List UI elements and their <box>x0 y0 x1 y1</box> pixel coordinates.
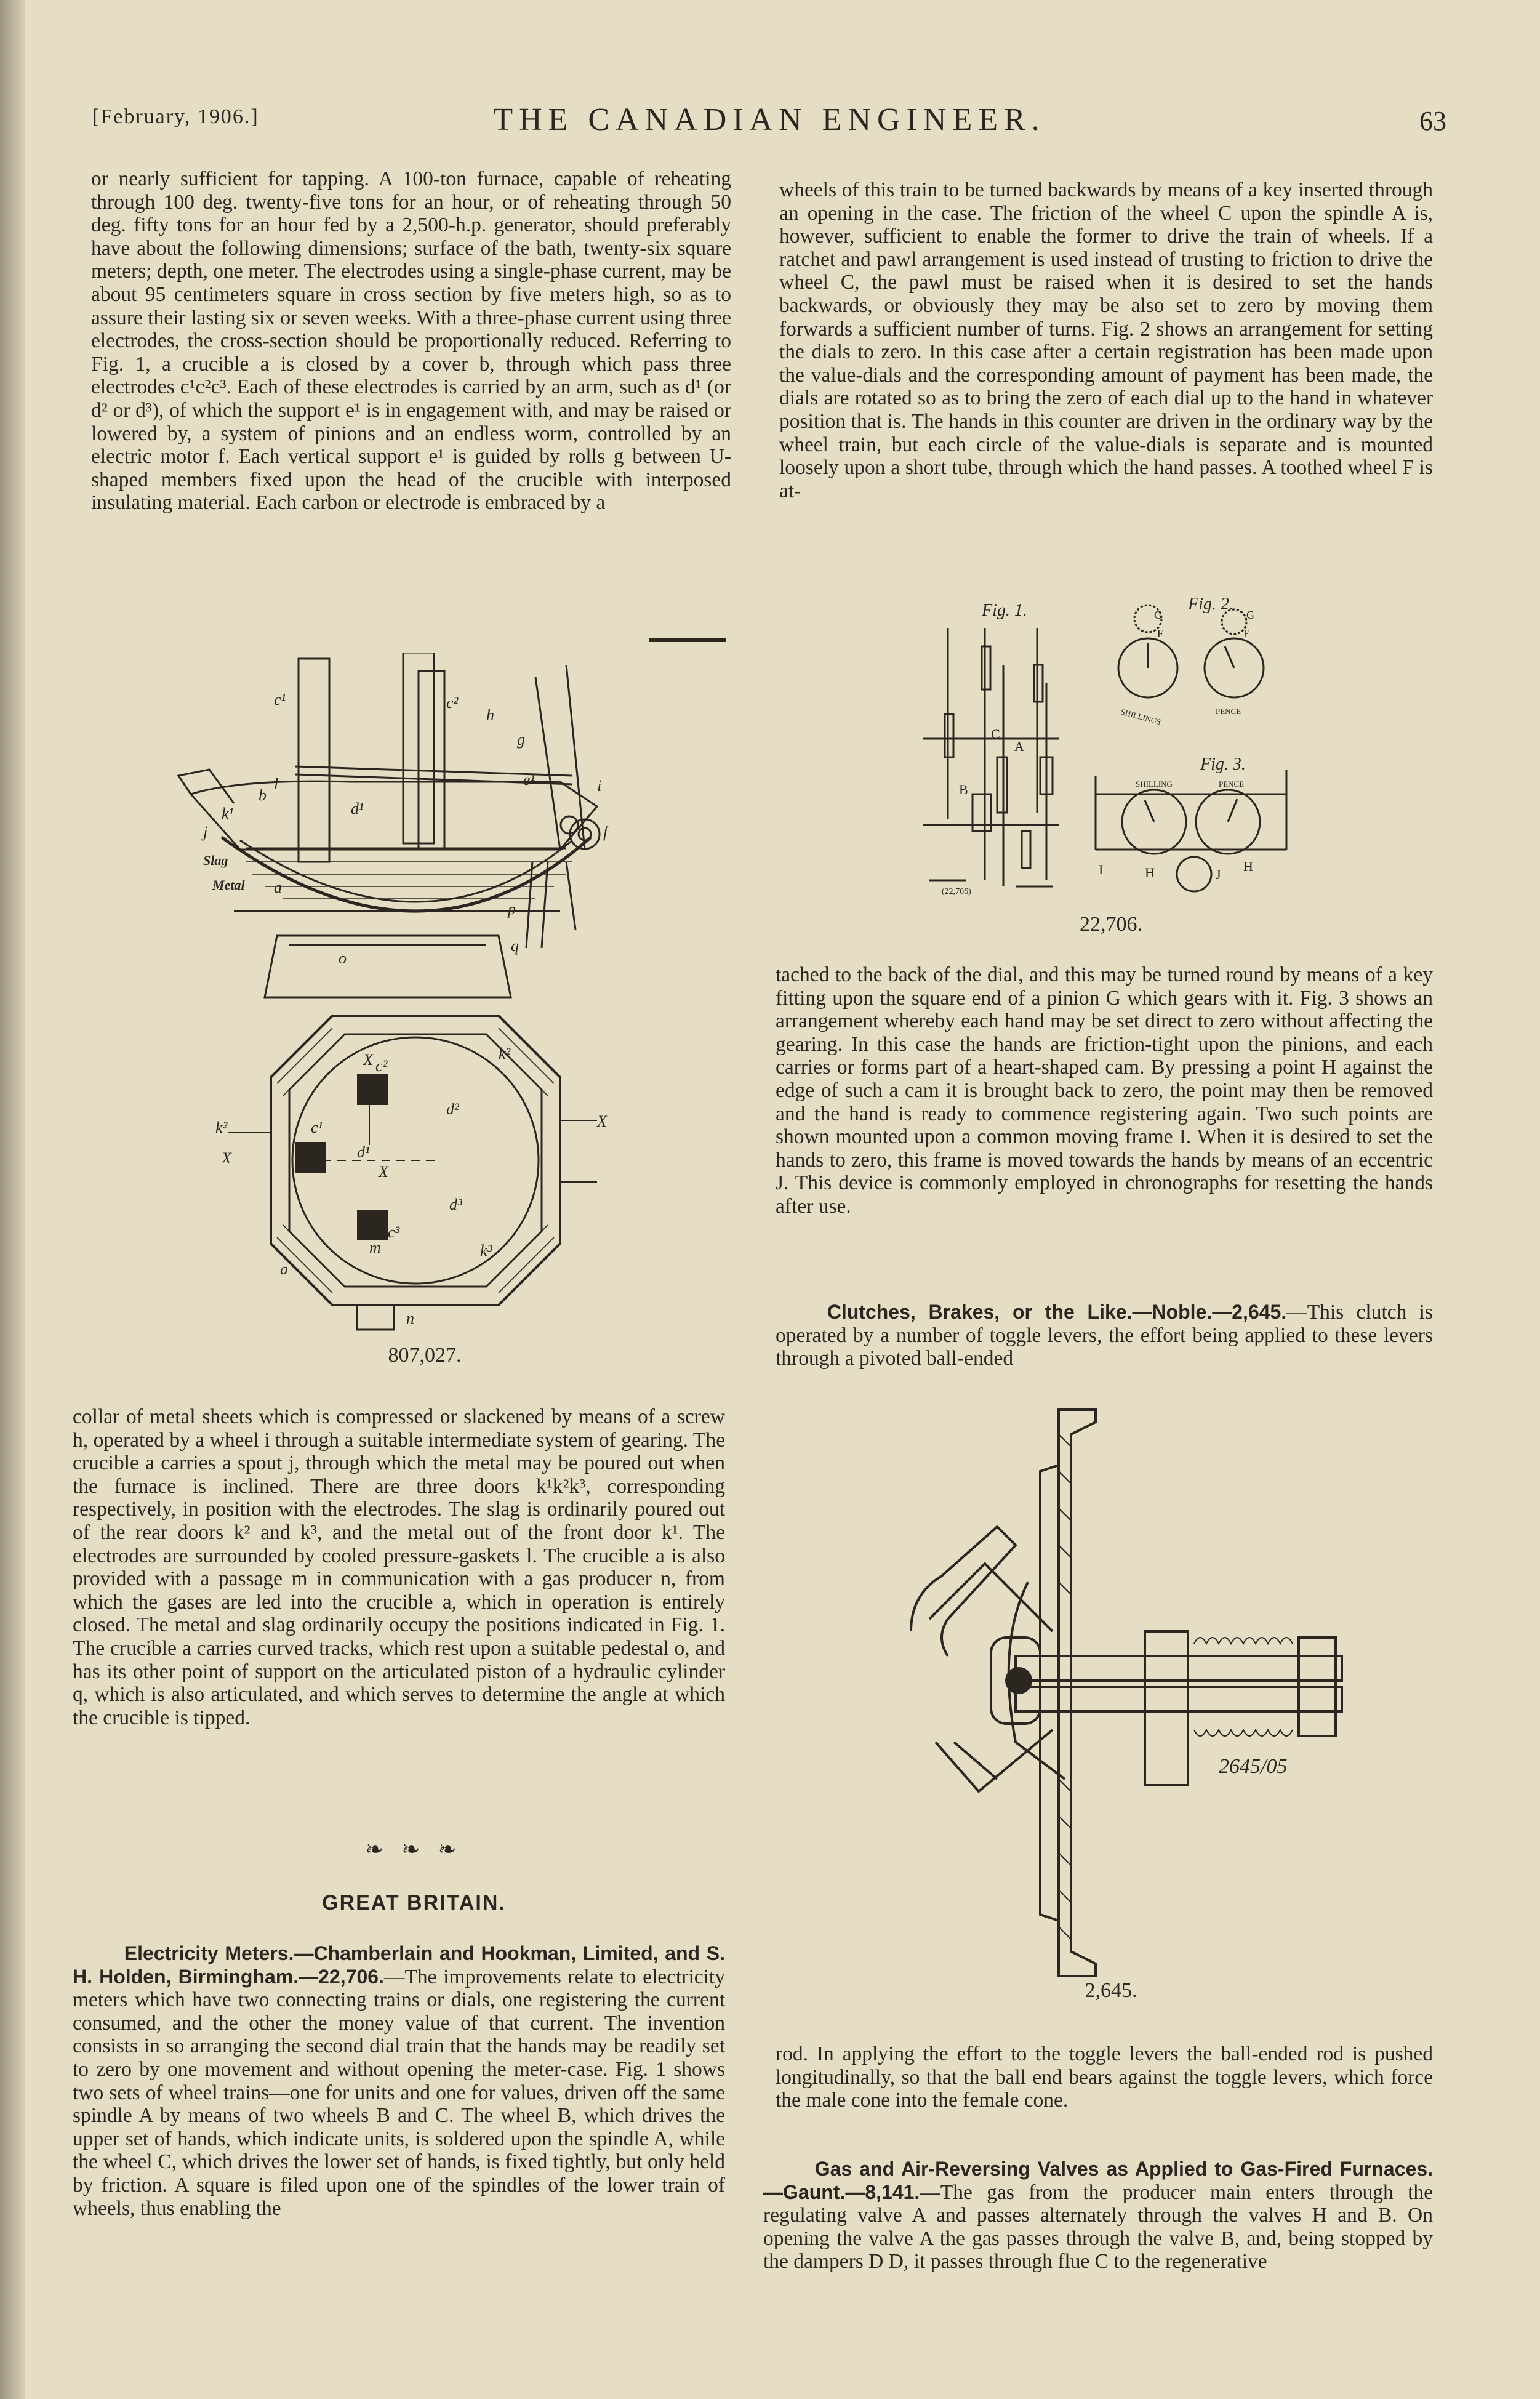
plan-label-x-mid: X <box>379 1163 388 1181</box>
plan-label-d3: d³ <box>449 1195 462 1213</box>
plan-label-x-left: X <box>222 1149 231 1167</box>
meter-code-label: (22,706) <box>942 887 971 896</box>
meter-text-top: wheels of this train to be turned backwards by means of a key inserted through an opening in the case. The friction of the wheel C upon the spindle A is, however, sufficient to enable the former to drive the train of wheels. If a ratchet and pawl arrangement is used instead of trusting to friction to drive the wheel C, the pawl must be raised when it is desired to set the hands backwards, or obviously they may be also set to zero by moving them forwards a sufficient number of turns. Fig. 2 shows an arrangement for setting the dials to zero. In this case after a certain registration has been made upon the value-dials and the corresponding amount of payment has been made, the dials are rotated so as to bring the zero of each dial up to the hand in whatever position that is. The hands in this counter are driven in the ordinary way by the wheel train, but each circle of the value-dials is separate and is mounted loosely upon a short tube, through which the hand passes. A toothed wheel F is at- <box>779 179 1433 502</box>
meter-label-i: I <box>1099 862 1104 877</box>
fig1-label-k1: k¹ <box>222 805 234 822</box>
clutch-title: Clutches, Brakes, or the Like.—Noble.—2,645. <box>827 1301 1287 1323</box>
plan-label-x-top: X <box>363 1051 373 1069</box>
plan-label-k2-top: k² <box>499 1045 511 1063</box>
meter-label-h2: H <box>1243 859 1253 874</box>
clutch-figure <box>874 1397 1366 1988</box>
furnace-figure-caption: 807,027. <box>388 1344 462 1367</box>
fig1-label-slag: Slag <box>203 853 228 868</box>
fig1-label-o: o <box>339 949 347 967</box>
furnace-text-bottom: collar of metal sheets which is compressed or slackened by means of a screw h, operated by a wheel i through a suitable intermediate system of gearing. The crucible a carries a spout j, through which the metal may be poured out when the furnace is inclined. There are three doors k¹k²k³, corresponding respectively, in position with the electrodes. The slag is ordinarily poured out of the rear doors k² and k³, and the metal out of the front door k¹. The electrodes are surrounded by cooled pressure-gaskets l. The crucible a is also provided with a passage m in communication with a gas producer n, from which the gases are led into the crucible a, which in operation is entirely closed. The metal and slag ordinarily occupy the positions indicated in Fig. 1. The crucible a carries curved tracks, which rest upon a suitable pedestal o, and has its other point of support on the articulated piston of a hydraulic cylinder q, which is also articulated, and which serves to determine the angle at which the crucible is tipped. <box>73 1405 725 1729</box>
plan-label-k-left: k² <box>215 1119 228 1136</box>
meter-figure <box>911 591 1311 917</box>
fig1-label-c2: c² <box>446 694 459 712</box>
electricity-meters-title: Electricity Meters.—Chamberlain and Hookman, Limited, and S. H. Holden, Birmingham.—22,706. <box>73 1942 725 1988</box>
fig1-label-metal: Metal <box>212 877 245 893</box>
gas-valves-title: Gas and Air-Reversing Valves as Applied to Gas-Fired Furnaces.—Gaunt.—8,141. <box>763 2158 1433 2203</box>
furnace-text-top: or nearly sufficient for tapping. A 100-ton furnace, capable of reheating through 100 deg. twenty-five tons for an hour, or of reheating through 50 deg. fifty tons for an hour fed by a 2,500-h.p. generator, should preferably have about the following dimensions; surface of the bath, twenty-six square meters; depth, one meter. The electrodes using a single-phase current, may be about 95 centimeters square in cross section by five meters high, so as to assure their lasting six or seven weeks. With a three-phase current using three electrodes, the cross-section should be proportionally reduced. Referring to Fig. 1, a crucible a is closed by a cover b, through which pass three electrodes c¹c²c³. Each of these electrodes is carried by an arm, such as d¹ (or d² or d³), of which the support e¹ is in engagement with, and may be raised or lowered by, a system of pinions and an endless worm, controlled by an electric motor f. Each vertical support e¹ is guided by rolls g between U-shaped members fixed upon the head of the crucible with interposed insulating material. Each carbon or electrode is embraced by a <box>91 167 731 515</box>
plan-label-k3: k³ <box>480 1242 492 1260</box>
page-number: 63 <box>1419 106 1446 136</box>
meter-label-j: J <box>1216 867 1221 882</box>
fig1-label-i: i <box>597 777 602 795</box>
plan-label-x-right: X <box>597 1112 607 1130</box>
meter-label-g1: G <box>1154 609 1162 621</box>
issue-date: [February, 1906.] <box>92 105 259 128</box>
fig1-label-c1: c¹ <box>274 691 286 709</box>
meter-label-f2: F <box>1243 627 1250 640</box>
meter-label-a: A <box>1014 739 1024 754</box>
gas-valves-text: —The gas from the producer main enters through the regulating valve A and passes alternately through the valves H and B. On opening the valve A the gas passes through the valve B, and, being stopped by the dampers D D, it passes through flue C to the regenerative <box>763 2180 1433 2273</box>
meter-label-f1: F <box>1157 627 1164 640</box>
clutch-paragraph <box>776 1301 1433 1375</box>
fig1-label-g: g <box>517 731 525 749</box>
fig1-label-a: a <box>274 878 282 896</box>
plan-label-n: n <box>406 1309 414 1327</box>
meter-fig2-label: Fig. 2. <box>1188 595 1233 614</box>
running-header <box>92 102 1446 151</box>
plan-label-c3: c³ <box>388 1223 400 1241</box>
fig1-label-d1: d¹ <box>351 800 364 818</box>
meter-fig3-label: Fig. 3. <box>1200 755 1246 774</box>
fig1-label-p: p <box>508 900 516 918</box>
clutch-figure-caption: 2,645. <box>1085 1979 1137 2002</box>
fig1-label-e1: e¹ <box>523 771 535 789</box>
fig1-label-q: q <box>511 937 519 955</box>
furnace-figure <box>166 653 683 1342</box>
clutch-text-continued: rod. In applying the effort to the toggle levers the ball-ended rod is pushed longitudinally, so that the ball end bears against the toggle levers, which force the male cone into the female cone. <box>776 2043 1433 2112</box>
plan-label-d1: d¹ <box>357 1143 370 1161</box>
meter-label-shillings: SHILLINGS <box>1120 707 1162 727</box>
meter-label-h1: H <box>1145 865 1155 880</box>
page-gutter-shadow <box>0 0 25 2399</box>
column-rule <box>649 638 726 642</box>
fig1-label-f: f <box>603 823 608 841</box>
clutch-text: —This clutch is operated by a number of toggle levers, the effort being applied to these levers through a pivoted ball-ended <box>776 1301 1433 1370</box>
meter-label-pence: PENCE <box>1216 707 1241 716</box>
meter-label-g2: G <box>1246 609 1254 621</box>
plan-label-c1: c¹ <box>311 1119 323 1136</box>
meter-fig1-label: Fig. 1. <box>982 601 1027 620</box>
fig1-label-j: j <box>203 823 208 841</box>
plan-label-a: a <box>280 1260 288 1278</box>
plan-label-d2: d² <box>446 1100 459 1118</box>
meter-label-b: B <box>959 782 968 797</box>
journal-title: THE CANADIAN ENGINEER. <box>493 102 1046 137</box>
meter-text-middle: tached to the back of the dial, and this may be turned round by means of a key fitting upon the square end of a pinion G which gears with it. Fig. 3 shows an arrangement whereby each hand may be set direct to zero without affecting the gearing. In this case the hands are friction-tight upon the pinions, and each carries or forms part of a heart-shaped cam. By pressing a point H against the edge of such a cam it is brought back to zero, the point may then be removed and the hand is ready to commence registering again. Two such points are shown mounted upon a common moving frame I. When it is desired to set the hands to zero, this frame is moved towards the hands by means of an eccentric J. This device is commonly employed in chronographs for resetting the hands after use. <box>776 963 1433 1218</box>
fig1-label-b: b <box>259 786 267 804</box>
electricity-meters-text: —The improvements relate to electricity meters which have two connecting trains or dials, one registering the current consumed, and the other the money value of that current. The invention consists in so arranging the second dial train that the hands may be readily set to zero by one movement and without opening the meter-case. Fig. 1 shows two sets of wheel trains—one for units and one for values, driven off the same spindle A by means of two wheels B and C. The wheel B, which drives the upper set of hands, which indicate units, is soldered upon the spindle A, while the wheel C, which drives the lower set of hands, is fixed tightly, but only held by friction. A square is filed upon one of the spindles of the lower train of wheels, thus enabling the <box>73 1965 725 2220</box>
gas-valves-paragraph <box>763 2158 1433 2398</box>
meter-label-c: C <box>991 726 1000 742</box>
meter-label-shilling: SHILLING <box>1136 779 1173 789</box>
section-ornament: ❧ ❧ ❧ <box>365 1837 463 1862</box>
meter-label-pence-fig3: PENCE <box>1219 779 1245 789</box>
electricity-meters-paragraph <box>73 1942 725 2385</box>
meter-figure-caption: 22,706. <box>1080 913 1142 936</box>
plan-label-c2: c² <box>375 1057 388 1075</box>
plan-label-m: m <box>369 1239 381 1256</box>
fig1-label-l: l <box>274 775 279 793</box>
fig1-label-h: h <box>486 706 494 724</box>
clutch-drawing-number: 2645/05 <box>1219 1755 1288 1778</box>
section-heading-great-britain: GREAT BRITAIN. <box>322 1891 506 1915</box>
